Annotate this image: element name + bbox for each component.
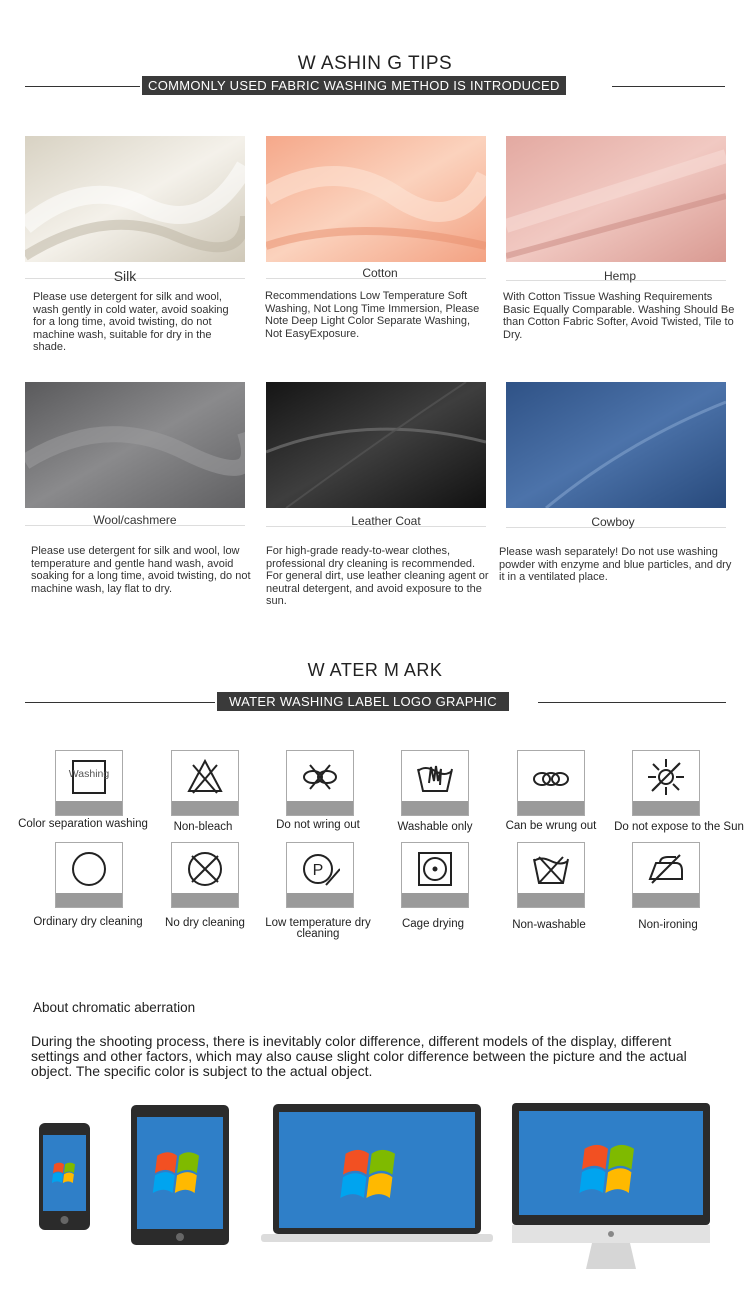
washing-tips-subtitle: COMMONLY USED FABRIC WASHING METHOD IS INTRODUCED [142,76,566,95]
no-sun-icon [632,750,700,816]
cotton-fabric-image [266,136,486,262]
hand-wash-icon [401,750,469,816]
symbol-label: Can be wrung out [505,820,597,832]
symbol-label: Do not expose to the Sun [614,821,744,833]
symbol-label: Ordinary dry cleaning [33,916,143,928]
fabric-description: With Cotton Tissue Washing Requirements Basic Equally Comparable. Washing Should Be than Cotton Fabric Softer, Avoid Twisted, Tile to Dry. [503,291,735,341]
chromatic-text: During the shooting process, there is inevitably color difference, different models of the display, different settings and other factors, which may also cause slight color difference between the picture and the actual object. The specific color is subject to the actual object. [31,1033,687,1079]
fabric-name: Cowboy [591,515,635,529]
fabric-description: For high-grade ready-to-wear clothes, professional dry cleaning is recommended. For general dirt, use leather cleaning agent or neutral detergent, and avoid exposure to the sun. [266,545,489,607]
laptop-icon [261,1104,493,1249]
chromatic-title: About chromatic aberration [33,1000,196,1015]
fabric-name: Hemp [603,269,636,283]
symbol-label: Low temperature dry cleaning [265,917,371,940]
water-mark-subtitle: WATER WASHING LABEL LOGO GRAPHIC [217,692,509,711]
icon-caption: Washing [68,768,110,780]
washing-tips-title: W ASHIN G TIPS [297,53,453,74]
wool-fabric-image [25,382,245,508]
low-temp-dry-clean-icon [286,842,354,908]
phone-icon [39,1123,90,1235]
no-wash-icon [517,842,585,908]
dry-clean-icon [55,842,123,908]
tablet-icon [131,1105,229,1250]
symbol-label: Washable only [397,821,473,833]
symbol-label: Non-ironing [638,919,698,931]
tumble-dry-icon [401,842,469,908]
symbol-label: Cage drying [401,918,464,930]
denim-fabric-image [506,382,726,508]
silk-fabric-image [25,136,245,262]
symbol-label: Color separation washing [18,818,148,830]
desktop-icon [512,1103,710,1278]
fabric-name: Leather Coat [351,514,421,528]
no-iron-icon [632,842,700,908]
no-bleach-icon [171,750,239,816]
symbol-label: Non-bleach [173,821,233,833]
fabric-description: Recommendations Low Temperature Soft Washing, Not Long Time Immersion, Please Note Deep Light Color Separate Washing, Not EasyExposure. [265,290,480,340]
fabric-description: Please wash separately! Do not use washing powder with enzyme and blue particles, and dry it in a ventilated place. [499,546,732,583]
divider [25,702,215,703]
no-dry-clean-icon [171,842,239,908]
divider [25,86,140,87]
symbol-label: Non-washable [512,919,586,931]
symbol-label: No dry cleaning [165,917,245,929]
svg-text:P: P [312,862,324,879]
no-wring-icon [286,750,354,816]
hemp-fabric-image [506,136,726,262]
wring-icon [517,750,585,816]
leather-fabric-image [266,382,486,508]
fabric-name: Wool/cashmere [93,513,177,527]
fabric-name: Silk [113,268,137,284]
fabric-description: Please use detergent for silk and wool, low temperature and gentle hand wash, avoid soaking for a long time, avoid twisting, do not machine wash, lay flat to dry. [31,545,251,595]
water-mark-title: W ATER M ARK [307,660,443,680]
divider [612,86,725,87]
fabric-description: Please use detergent for silk and wool, wash gently in cold water, avoid soaking for a long time, avoid twisting, do not machine wash, suitable for dry in the shade. [33,291,229,353]
divider [538,702,726,703]
fabric-name: Cotton [362,266,398,280]
color-separation-icon [55,750,123,816]
symbol-label: Do not wring out [276,819,360,831]
